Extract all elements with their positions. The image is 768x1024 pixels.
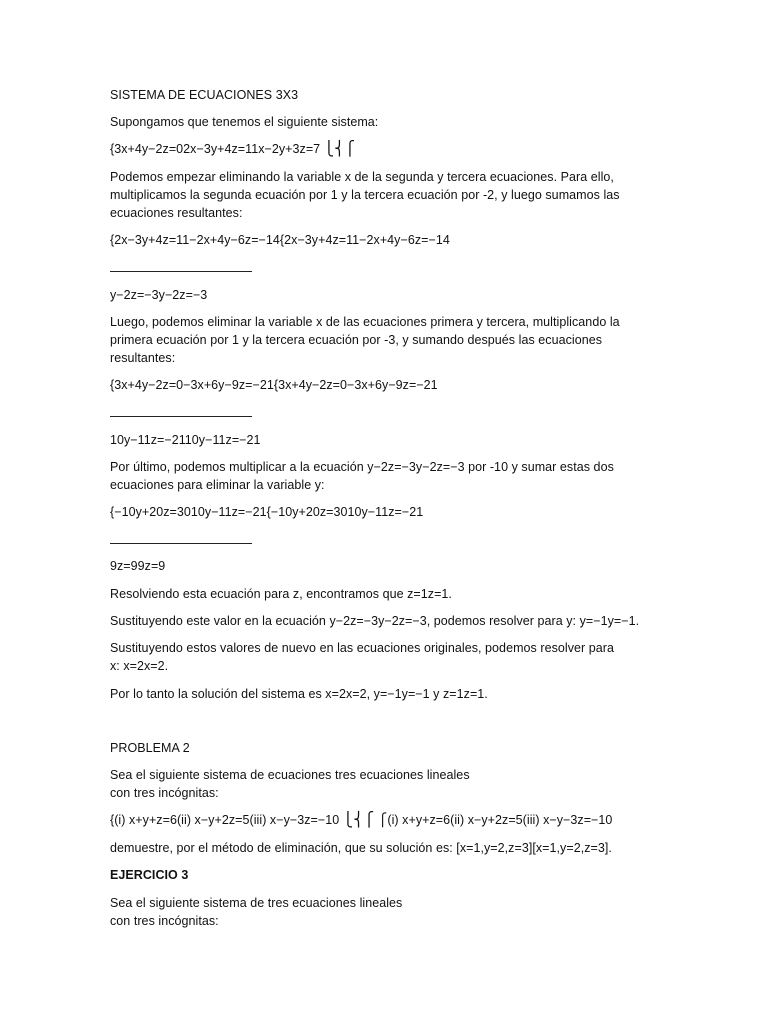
- paragraph-2-line-1: Podemos empezar eliminando la variable x de la segunda y tercera ecuaciones. Para ello,: [110, 170, 614, 184]
- paragraph-8: Por lo tanto la solución del sistema es x=2x=2, y=−1y=−1 y z=1z=1.: [110, 687, 488, 701]
- divider-line: [110, 271, 252, 272]
- result-1: y−2z=−3y−2z=−3: [110, 288, 208, 302]
- equation-text: {(i) x+y+z=6(ii) x−y+2z=5(iii) x−y−3z=−10: [110, 813, 340, 827]
- paragraph-9-line-1: Sea el siguiente sistema de ecuaciones tres ecuaciones lineales: [110, 768, 470, 782]
- paragraph-5: Resolviendo esta ecuación para z, encontramos que z=1z=1.: [110, 587, 452, 601]
- paragraph-10: demuestre, por el método de eliminación, que su solución es: [x=1,y=2,z=3][x=1,y=2,z=3].: [110, 841, 612, 855]
- section-heading-problema-2: PROBLEMA 2: [110, 741, 190, 755]
- paragraph-7-line-2: x: x=2x=2.: [110, 659, 169, 673]
- equation-system-5: [110, 812, 612, 829]
- equation-text-repeat: ⎧(i) x+y+z=6(ii) x−y+2z=5(iii) x−y−3z=−10: [377, 813, 613, 827]
- paragraph-9-line-2: con tres incógnitas:: [110, 786, 219, 800]
- paragraph-intro: Supongamos que tenemos el siguiente sistema:: [110, 115, 379, 129]
- section-heading-ejercicio-3: EJERCICIO 3: [110, 868, 189, 882]
- paragraph-4-line-1: Por último, podemos multiplicar a la ecuación y−2z=−3y−2z=−3 por -10 y sumar estas dos: [110, 460, 614, 474]
- paragraph-2-line-3: ecuaciones resultantes:: [110, 206, 243, 220]
- brace-glyph: ⎩⎨⎧: [323, 141, 356, 157]
- result-2: 10y−11z=−2110y−11z=−21: [110, 433, 261, 447]
- divider-line: [110, 543, 252, 544]
- paragraph-11-line-1: Sea el siguiente sistema de tres ecuaciones lineales: [110, 896, 403, 910]
- paragraph-2-line-2: multiplicamos la segunda ecuación por 1 y la tercera ecuación por -2, y luego sumamos las: [110, 188, 620, 202]
- paragraph-7-line-1: Sustituyendo estos valores de nuevo en las ecuaciones originales, podemos resolver para: [110, 641, 614, 655]
- equation-text: {3x+4y−2z=02x−3y+4z=11x−2y+3z=7: [110, 142, 321, 156]
- equation-system-3: {3x+4y−2z=0−3x+6y−9z=−21{3x+4y−2z=0−3x+6y−9z=−21: [110, 378, 438, 392]
- paragraph-11-line-2: con tres incógnitas:: [110, 914, 219, 928]
- equation-system-4: {−10y+20z=3010y−11z=−21{−10y+20z=3010y−11z=−21: [110, 505, 424, 519]
- paragraph-6: Sustituyendo este valor en la ecuación y−2z=−3y−2z=−3, podemos resolver para y: y=−1y=−1.: [110, 614, 640, 628]
- equation-system-2: {2x−3y+4z=11−2x+4y−6z=−14{2x−3y+4z=11−2x+4y−6z=−14: [110, 233, 450, 247]
- paragraph-3-line-3: resultantes:: [110, 351, 176, 365]
- paragraph-3-line-2: primera ecuación por 1 y la tercera ecuación por -3, y sumando después las ecuaciones: [110, 333, 603, 347]
- document-title: SISTEMA DE ECUACIONES 3X3: [110, 88, 299, 102]
- paragraph-3-line-1: Luego, podemos eliminar la variable x de las ecuaciones primera y tercera, multiplicando la: [110, 315, 620, 329]
- equation-system-1: [110, 141, 355, 158]
- result-3: 9z=99z=9: [110, 559, 166, 573]
- divider-line: [110, 416, 252, 417]
- paragraph-4-line-2: ecuaciones para eliminar la variable y:: [110, 478, 325, 492]
- brace-glyph: ⎩⎨⎧: [342, 812, 375, 828]
